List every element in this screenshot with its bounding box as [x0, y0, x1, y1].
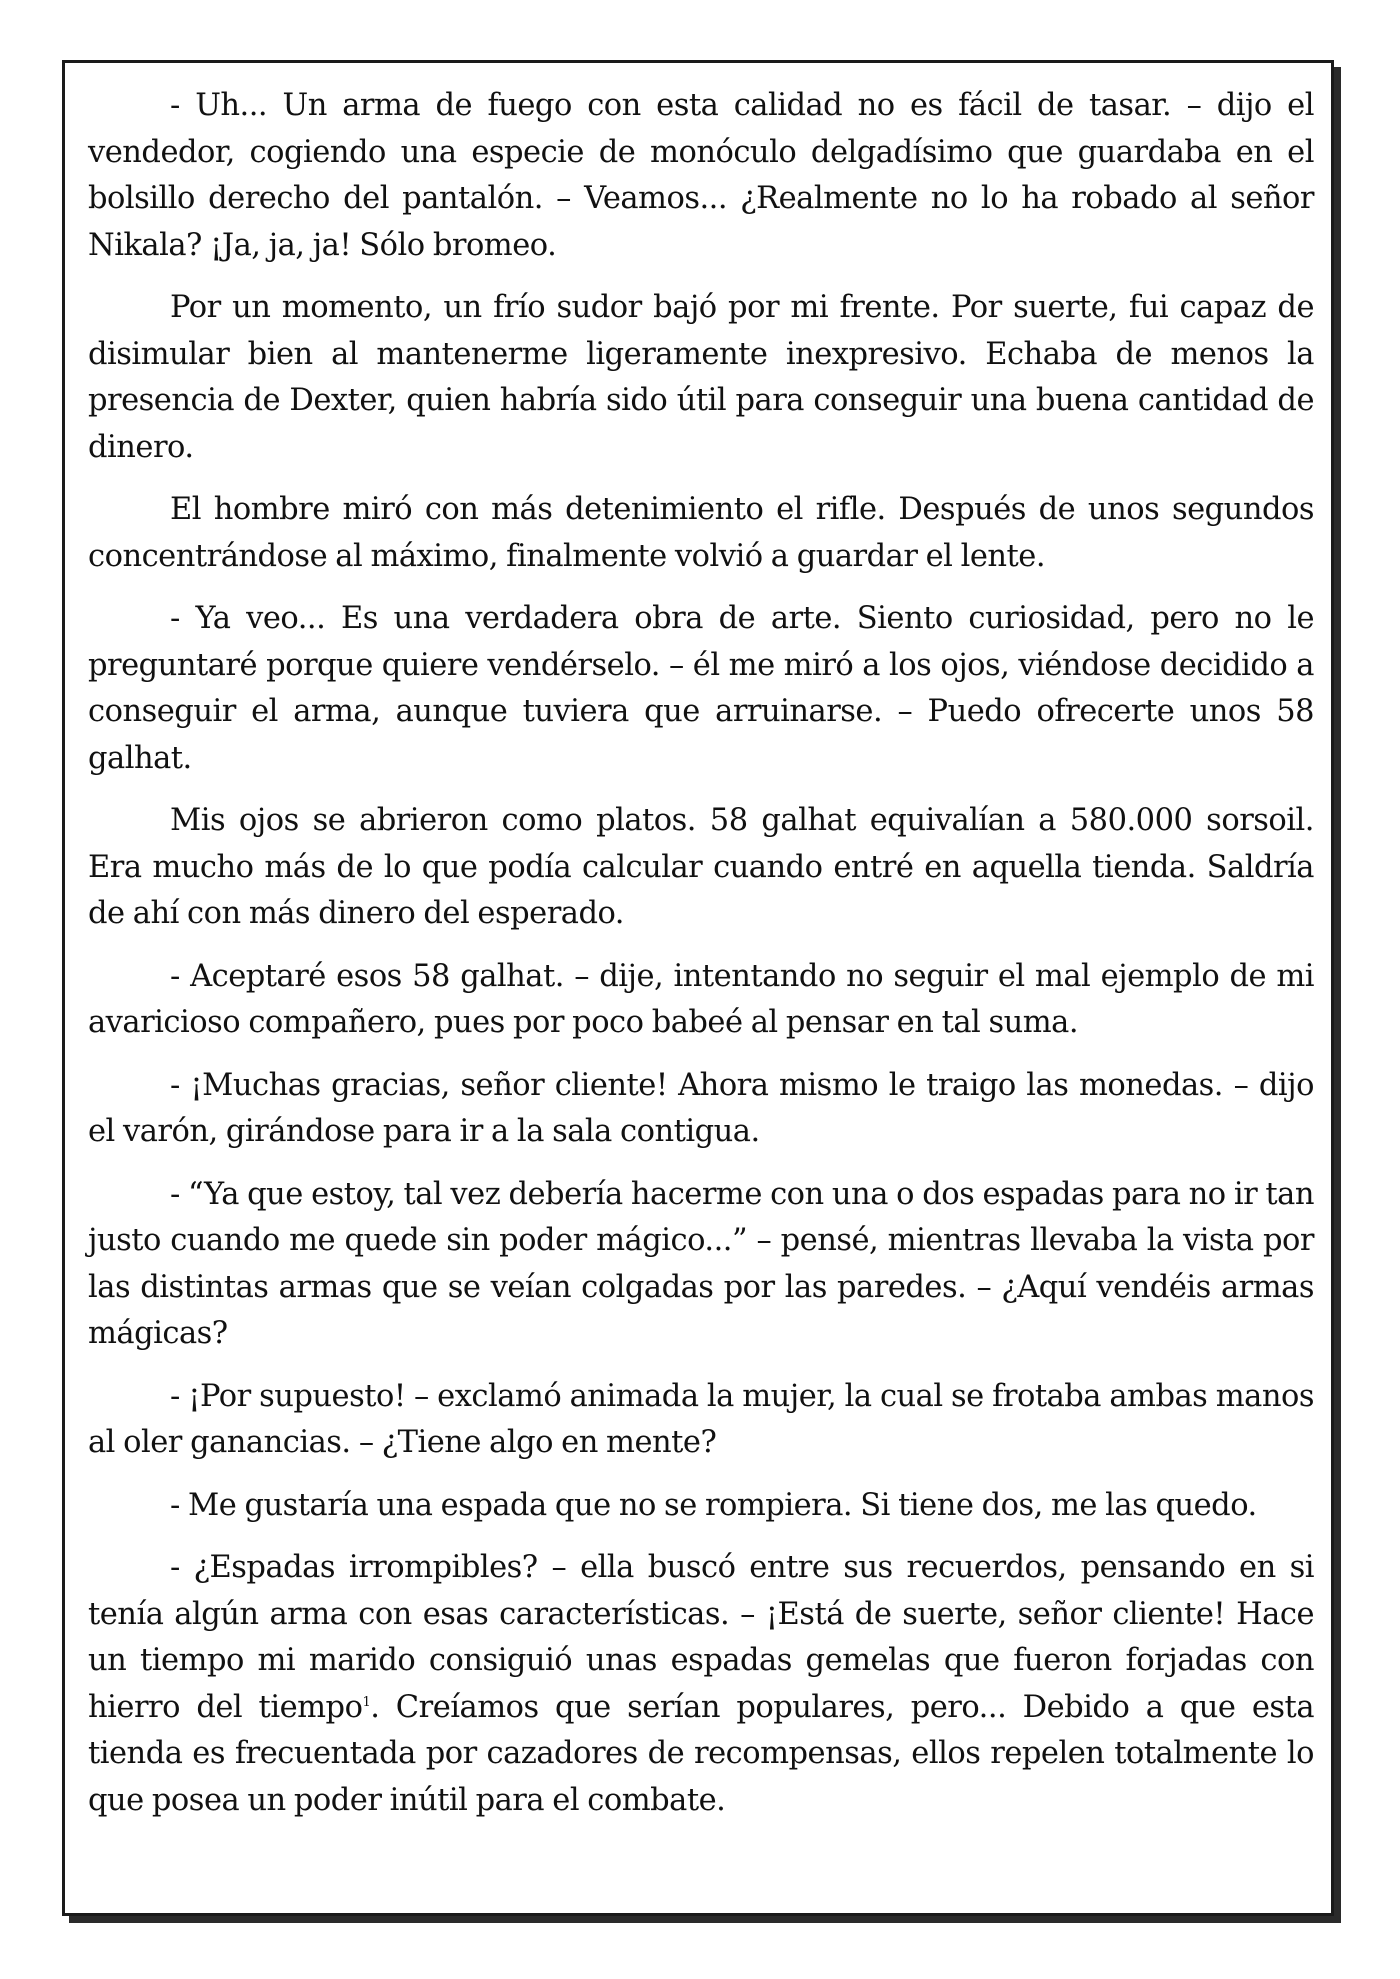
paragraph-7: - ¡Muchas gracias, señor cliente! Ahora mismo le traigo las monedas. – dijo el varón, girándose para ir a la sala contigua.	[88, 1067, 1314, 1149]
page-frame	[62, 60, 1334, 1916]
footnote-marker[interactable]: 1	[362, 1694, 371, 1710]
paragraph-9: - ¡Por supuesto! – exclamó animada la mujer, la cual se frotaba ambas manos al oler ganancias. – ¿Tiene algo en mente?	[88, 1378, 1314, 1460]
paragraph-4: - Ya veo... Es una verdadera obra de arte. Siento curiosidad, pero no le preguntaré porque quiere vendérselo. – él me miró a los ojos, viéndose decidido a conseguir el arma, aunque tuviera que arruinarse. – Puedo ofrecerte unos 58 galhat.	[88, 601, 1314, 776]
paragraph-8: - “Ya que estoy, tal vez debería hacerme con una o dos espadas para no ir tan justo cuando me quede sin poder mágico...” – pensé, mientras llevaba la vista por las distintas armas que se veían colgadas por las paredes. – ¿Aquí vendéis armas mágicas?	[88, 1176, 1314, 1351]
paragraph-11-text-after-footnote: . Creíamos que serían populares, pero... Debido a que esta tienda es frecuentada por cazadores de recompensas, ellos repelen totalmente lo que posea un poder inútil para el combate.	[88, 1689, 1315, 1818]
paragraph-11-text-before-footnote: - ¿Espadas irrompibles? – ella buscó entre sus recuerdos, pensando en si tenía algún arma con esas características. – ¡Está de suerte, señor cliente! Hace un tiempo mi marido consiguió unas espadas gemelas que fueron forjadas con hierro del tiempo	[88, 1550, 1314, 1725]
paragraph-1: - Uh... Un arma de fuego con esta calidad no es fácil de tasar. – dijo el vendedor, cogiendo una especie de monóculo delgadísimo que guardaba en el bolsillo derecho del pantalón. – Veamos... ¿Realmente no lo ha robado al señor Nikala? ¡Ja, ja, ja! Sólo bromeo.	[88, 88, 1314, 263]
paragraph-11	[88, 1545, 1314, 1824]
paragraph-2: Por un momento, un frío sudor bajó por mi frente. Por suerte, fui capaz de disimular bien al mantenerme ligeramente inexpresivo. Echaba de menos la presencia de Dexter, quien habría sido útil para conseguir una buena cantidad de dinero.	[88, 290, 1314, 465]
paragraph-10: - Me gustaría una espada que no se rompiera. Si tiene dos, me las quedo.	[170, 1487, 1257, 1523]
paragraph-5: Mis ojos se abrieron como platos. 58 galhat equivalían a 580.000 sorsoil. Era mucho más de lo que podía calcular cuando entré en aquella tienda. Saldría de ahí con más dinero del esperado.	[88, 803, 1314, 931]
paragraph-6: - Aceptaré esos 58 galhat. – dije, intentando no seguir el mal ejemplo de mi avaricioso compañero, pues por poco babeé al pensar en tal suma.	[88, 958, 1314, 1040]
paragraph-3: El hombre miró con más detenimiento el rifle. Después de unos segundos concentrándose al máximo, finalmente volvió a guardar el lente.	[88, 492, 1314, 574]
document-body	[88, 83, 1314, 1840]
